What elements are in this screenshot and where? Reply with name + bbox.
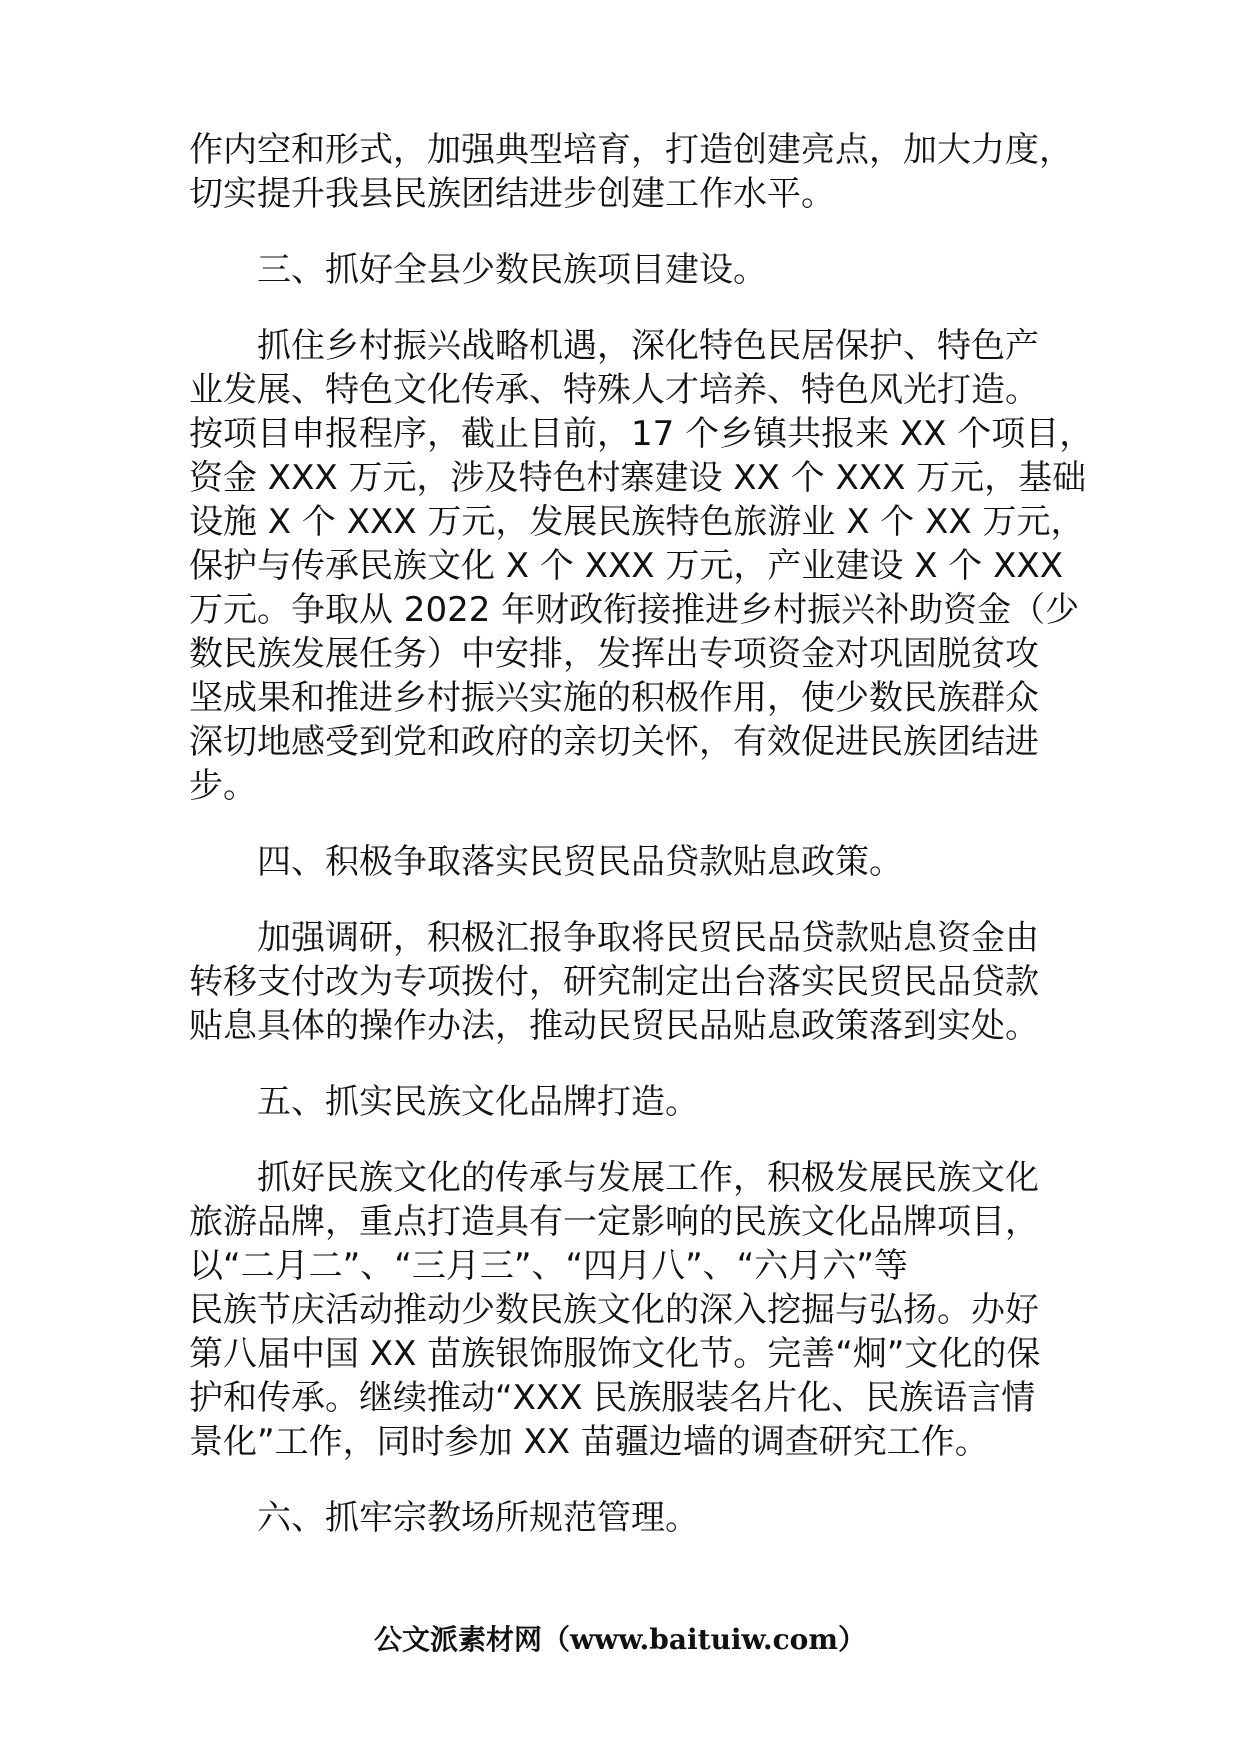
text-line: 加强调研，积极汇报争取将民贸民品贷款贴息资金由 [189, 918, 1039, 958]
heading-text: 六、抓牢宗教场所规范管理。 [257, 1498, 699, 1538]
paragraph-loan-subsidy [189, 916, 1069, 1048]
footer-watermark: 公文派素材网（www.baituiw.com） [374, 1623, 866, 1656]
text-line: 数民族发展任务）中安排，发挥出专项资金对巩固脱贫攻 [189, 634, 1039, 674]
text-line: 转移支付改为专项拨付，研究制定出台落实民贸民品贷款 [189, 962, 1039, 1002]
text-line: 设施 X 个 XXX 万元，发展民族特色旅游业 X 个 XX 万元， [189, 502, 1085, 542]
text-line: 步。 [189, 766, 257, 806]
text-line: 保护与传承民族文化 X 个 XXX 万元，产业建设 X 个 XXX [189, 546, 1063, 586]
paragraph-project-construction [189, 324, 1094, 808]
text-line: 业发展、特色文化传承、特殊人才培养、特色风光打造。 [189, 370, 1039, 410]
paragraph-culture-brand [189, 1156, 1069, 1464]
text-line: 切实提升我县民族团结进步创建工作水平。 [189, 174, 835, 214]
section-heading-3 [189, 248, 1069, 292]
text-line: 旅游品牌，重点打造具有一定影响的民族文化品牌项目， [189, 1202, 1039, 1242]
section-heading-4 [189, 840, 1069, 884]
text-line: 景化”工作，同时参加 XX 苗疆边墙的调查研究工作。 [189, 1422, 989, 1462]
text-line: 抓好民族文化的传承与发展工作，积极发展民族文化 [189, 1158, 1039, 1198]
heading-text: 五、抓实民族文化品牌打造。 [257, 1082, 699, 1122]
text-line: 抓住乡村振兴战略机遇，深化特色民居保护、特色产 [189, 326, 1039, 366]
text-line: 资金 XXX 万元，涉及特色村寨建设 XX 个 XXX 万元，基础 [189, 458, 1087, 498]
text-line: 以“二月二”、“三月三”、“四月八”、“六月六”等 [189, 1246, 908, 1286]
text-line: 贴息具体的操作办法，推动民贸民品贴息政策落到实处。 [189, 1006, 1039, 1046]
text-line: 护和传承。继续推动“XXX 民族服装名片化、民族语言情 [189, 1378, 1036, 1418]
text-line: 第八届中国 XX 苗族银饰服饰文化节。完善“炯”文化的保 [189, 1334, 1041, 1374]
text-line: 作内空和形式，加强典型培育，打造创建亮点，加大力度， [189, 130, 1073, 170]
text-line: 深切地感受到党和政府的亲切关怀，有效促进民族团结进 [189, 722, 1039, 762]
section-heading-6 [189, 1496, 1069, 1540]
text-line: 万元。争取从 2022 年财政衔接推进乡村振兴补助资金（少 [189, 590, 1080, 630]
section-heading-5 [189, 1080, 1069, 1124]
heading-text: 四、积极争取落实民贸民品贷款贴息政策。 [257, 842, 903, 882]
document-body [189, 128, 1094, 1572]
paragraph-continuation [189, 128, 1073, 216]
text-line: 坚成果和推进乡村振兴实施的积极作用，使少数民族群众 [189, 678, 1039, 718]
text-line: 民族节庆活动推动少数民族文化的深入挖掘与弘扬。办好 [189, 1290, 1039, 1330]
text-line: 按项目申报程序，截止目前，17 个乡镇共报来 XX 个项目， [189, 414, 1094, 454]
heading-text: 三、抓好全县少数民族项目建设。 [257, 250, 767, 290]
